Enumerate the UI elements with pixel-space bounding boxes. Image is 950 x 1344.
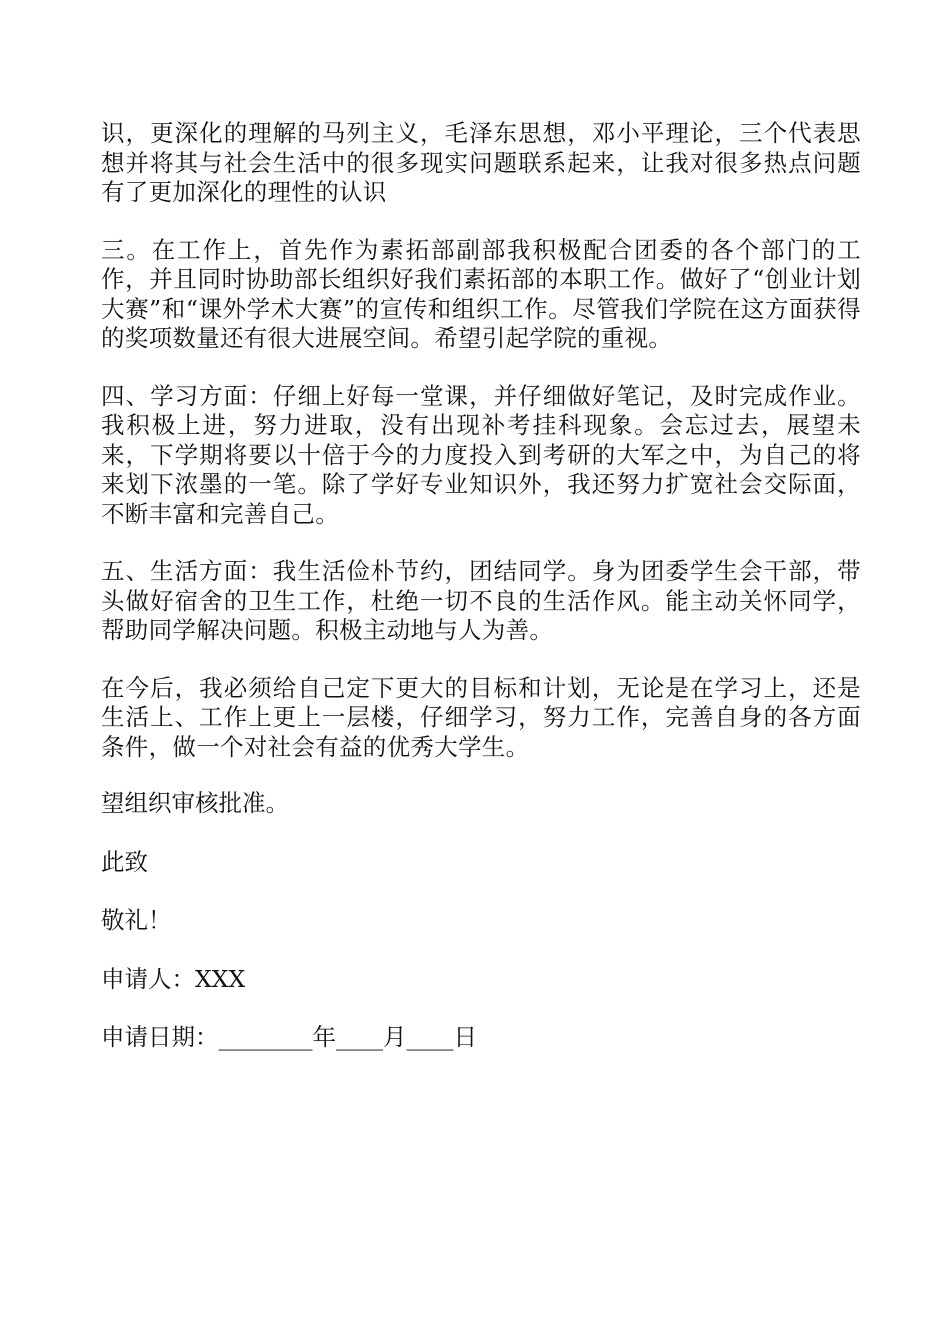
paragraph-future: 在今后，我必须给自己定下更大的目标和计划，无论是在学习上，还是生活上、工作上更上一层楼，仔细学习，努力工作，完善自身的各方面条件，做一个对社会有益的优秀大学生。	[101, 673, 861, 761]
date-line: 申请日期：________年____月____日	[101, 1023, 477, 1051]
salutation-jingli: 敬礼！	[101, 906, 172, 934]
applicant-line: 申请人：XXX	[101, 964, 246, 993]
paragraph-study: 四、学习方面：仔细上好每一堂课，并仔细做好笔记，及时完成作业。我积极上进，努力进取，没有出现补考挂科现象。会忘过去，展望未来，下学期将要以十倍于今的力度投入到考研的大军之中，为自己的将来划下浓墨的一笔。除了学好专业知识外，我还努力扩宽社会交际面，不断丰富和完善自己。	[101, 381, 861, 528]
paragraph-life: 五、生活方面：我生活俭朴节约，团结同学。身为团委学生会干部，带头做好宿舍的卫生工作，杜绝一切不良的生活作风。能主动关怀同学，帮助同学解决问题。积极主动地与人为善。	[101, 557, 861, 644]
paragraph-ideology: 识，更深化的理解的马列主义，毛泽东思想，邓小平理论，三个代表思想并将其与社会生活中的很多现实问题联系起来，让我对很多热点问题有了更加深化的理性的认识	[101, 119, 861, 206]
request-line: 望组织审核批准。	[101, 789, 289, 817]
salutation-cizhi: 此致	[101, 847, 148, 876]
document-body	[101, 119, 861, 1082]
paragraph-work: 三。在工作上，首先作为素拓部副部我积极配合团委的各个部门的工作，并且同时协助部长组织好我们素拓部的本职工作。做好了“创业计划大赛”和“课外学术大赛”的宣传和组织工作。尽管我们学院在这方面获得的奖项数量还有很大进展空间。希望引起学院的重视。	[101, 235, 861, 352]
